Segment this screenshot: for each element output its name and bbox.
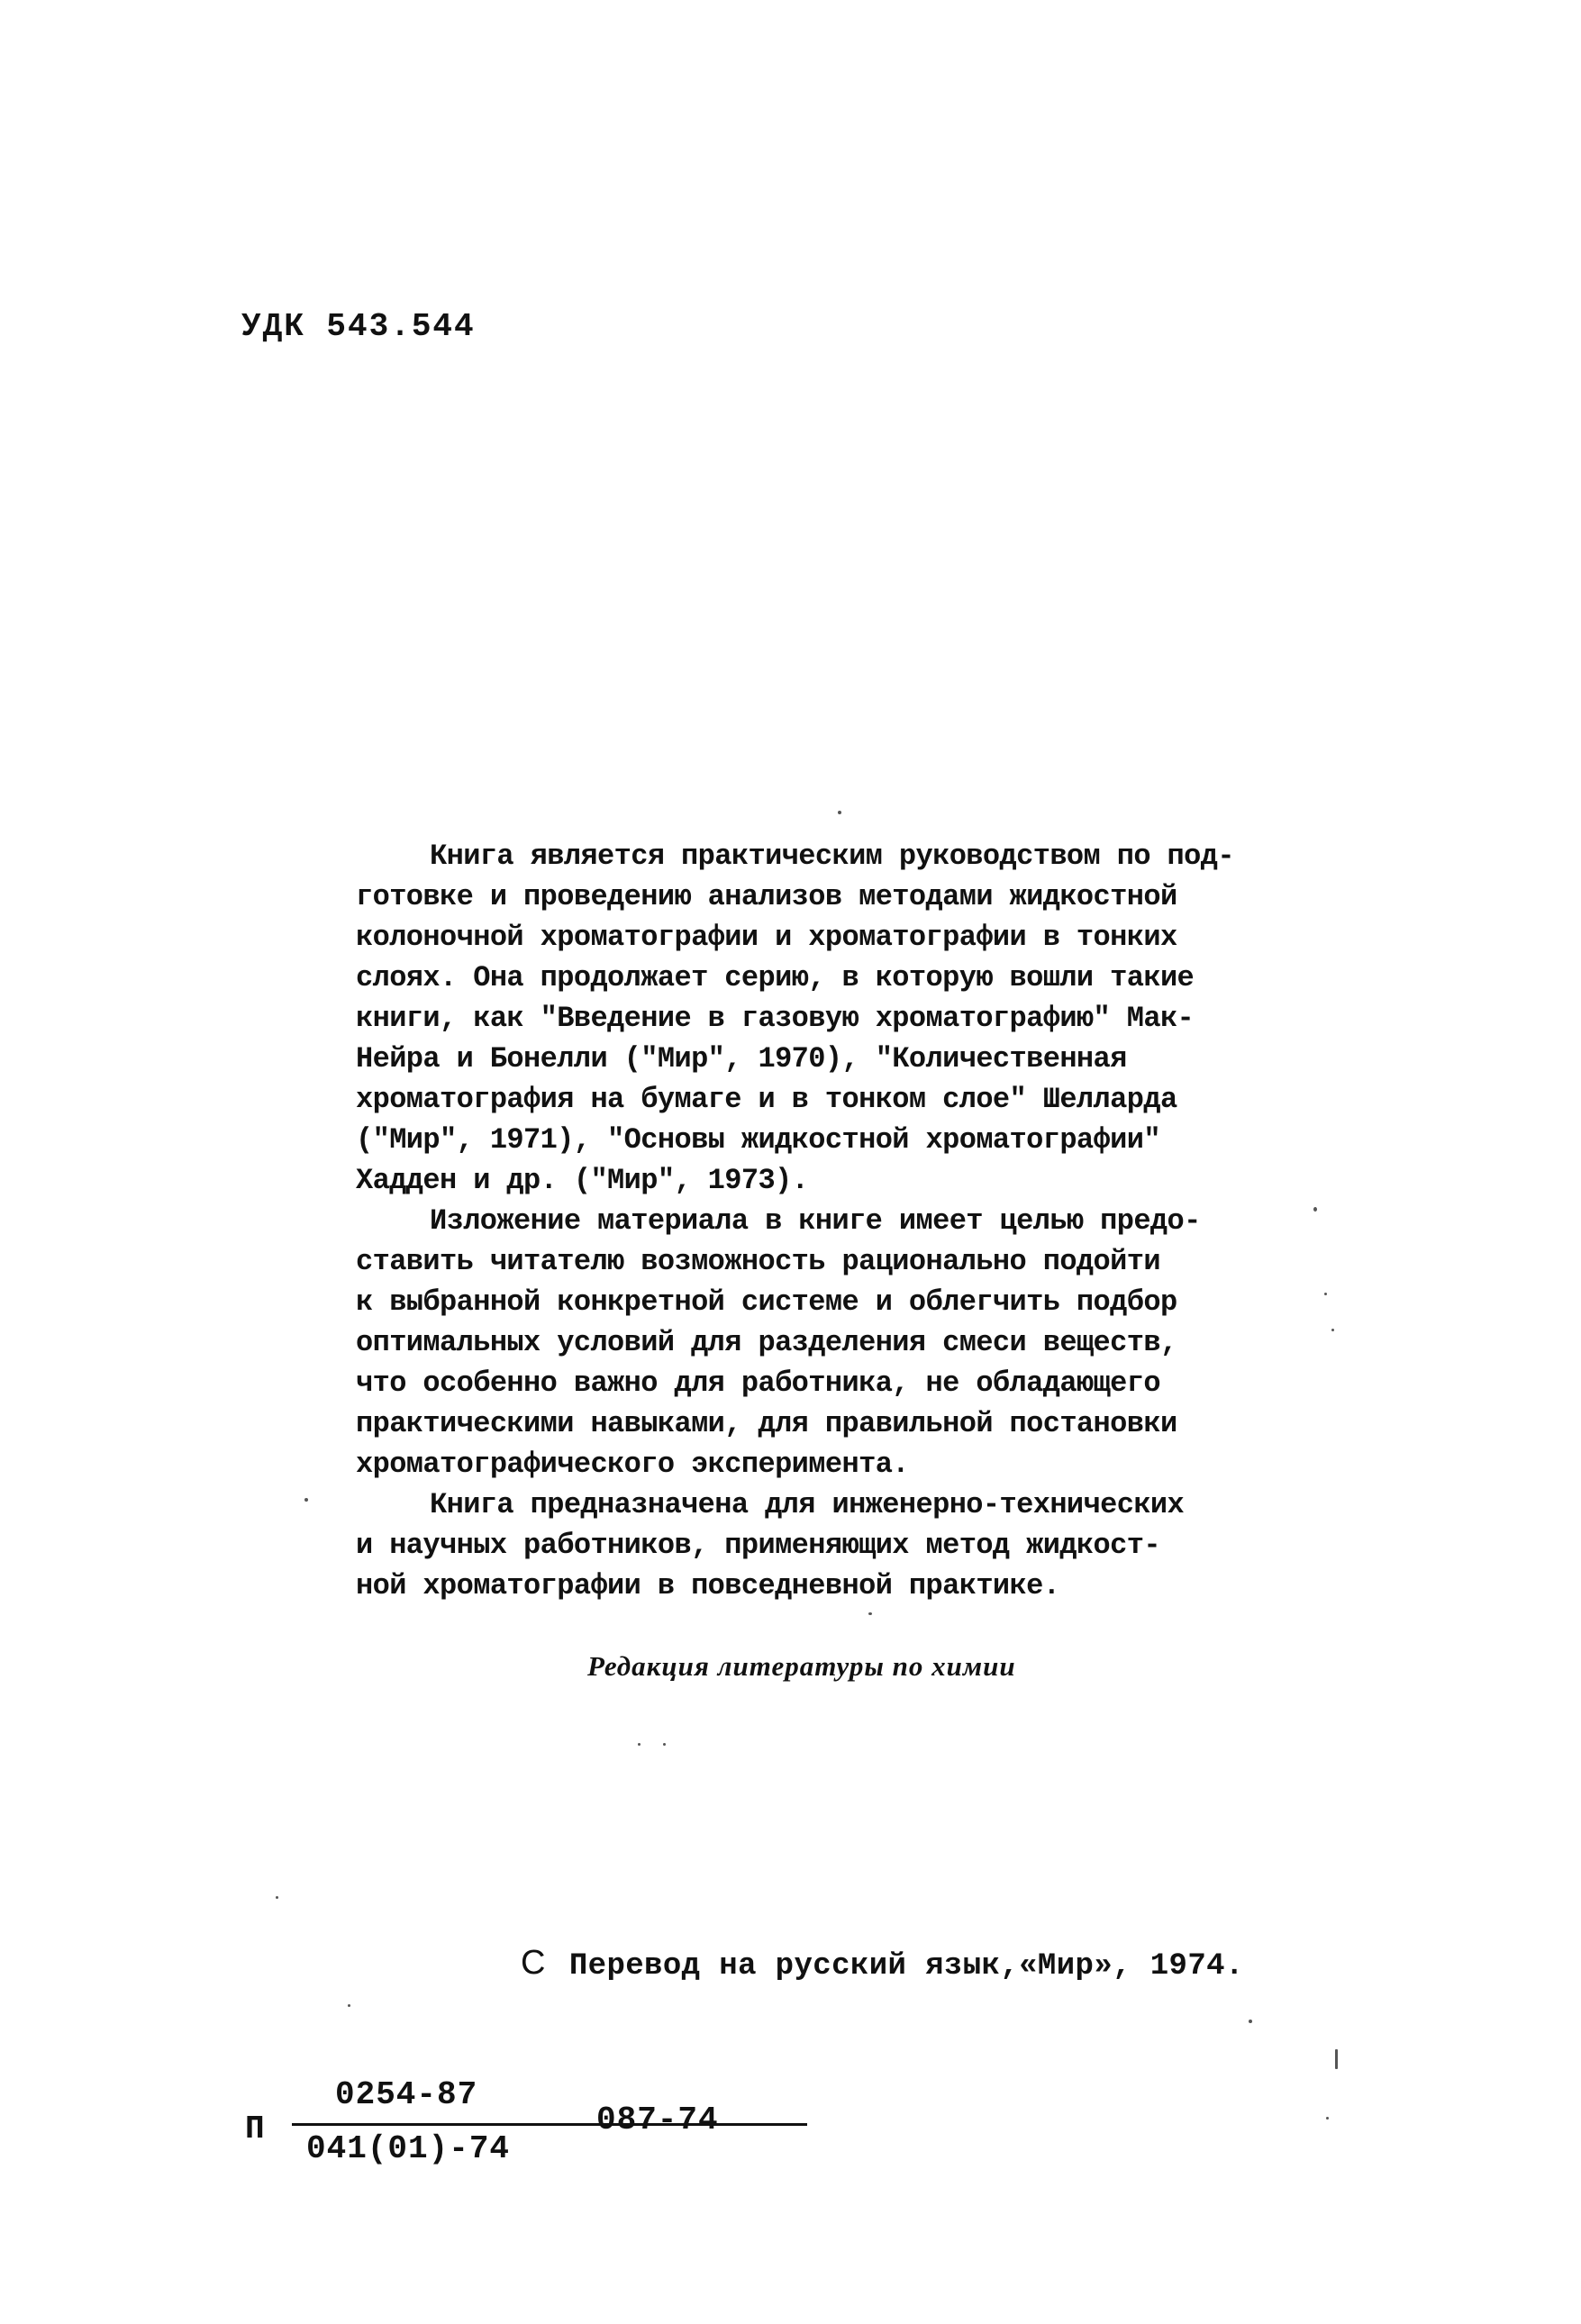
- annotation-paragraph-1: [356, 836, 1329, 1201]
- text-line: хроматографического эксперимента.: [356, 1448, 909, 1481]
- publication-index: [245, 2076, 786, 2184]
- index-numerator: 0254-87: [335, 2076, 478, 2113]
- annotation-paragraph-3: [356, 1484, 1329, 1606]
- scan-speck: [304, 1498, 308, 1502]
- scan-speck: [276, 1896, 278, 1899]
- scan-speck: [1335, 2049, 1338, 2069]
- scan-speck: [868, 1612, 872, 1615]
- scan-speck: [638, 1743, 641, 1746]
- copyright-sign: С: [521, 1944, 546, 1982]
- udc-code: УДК 543.544: [241, 308, 476, 345]
- text-line: Изложение материала в книге имеет целью предо-: [430, 1204, 1201, 1238]
- text-line: готовке и проведению анализов методами жидкостной: [356, 880, 1177, 913]
- text-line: и научных работников, применяющих метод жидкост-: [356, 1529, 1160, 1562]
- editorial-office: Редакция литературы по химии: [587, 1650, 1016, 1682]
- text-line: колоночной хроматографии и хроматографии в тонких: [356, 921, 1177, 954]
- scan-speck: [348, 2004, 350, 2007]
- text-line: ("Мир", 1971), "Основы жидкостной хроматографии": [356, 1123, 1160, 1157]
- text-line: книги, как "Введение в газовую хроматографию" Мак-: [356, 1002, 1195, 1035]
- copyright-line: [521, 1944, 1244, 1984]
- scan-speck: [1331, 1329, 1334, 1331]
- scan-speck: [1324, 1293, 1327, 1295]
- scan-speck: [663, 1743, 666, 1746]
- text-line: Нейра и Бонелли ("Мир", 1970), "Количественная: [356, 1042, 1127, 1076]
- annotation: [356, 836, 1329, 1606]
- text-line: практическими навыками, для правильной постановки: [356, 1407, 1177, 1440]
- text-line: Книга предназначена для инженерно-технических: [430, 1488, 1185, 1521]
- scan-speck: [1249, 2020, 1252, 2023]
- scan-speck: [1313, 1207, 1317, 1212]
- copyright-text: Перевод на русский язык,«Мир», 1974.: [568, 1949, 1244, 1984]
- text-line: Хадден и др. ("Мир", 1973).: [356, 1164, 809, 1197]
- fraction-bar: [292, 2123, 807, 2126]
- text-line: слоях. Она продолжает серию, в которую вошли такие: [356, 961, 1195, 994]
- annotation-paragraph-2: [356, 1201, 1329, 1484]
- text-line: ставить читателю возможность рационально подойти: [356, 1245, 1160, 1278]
- text-line: что особенно важно для работника, не обладающего: [356, 1366, 1160, 1400]
- scan-speck: [1326, 2117, 1329, 2120]
- text-line: хроматография на бумаге и в тонком слое" Шелларда: [356, 1083, 1177, 1116]
- text-line: к выбранной конкретной системе и облегчить подбор: [356, 1285, 1177, 1319]
- text-line: оптимальных условий для разделения смеси веществ,: [356, 1326, 1177, 1359]
- index-code: 087-74: [596, 2102, 719, 2138]
- text-line: Книга является практическим руководством по под-: [430, 840, 1234, 873]
- index-denominator: 041(01)-74: [306, 2130, 511, 2167]
- scan-speck: [838, 811, 841, 814]
- index-letter: П: [245, 2111, 265, 2147]
- text-line: ной хроматографии в повседневной практике.: [356, 1569, 1060, 1602]
